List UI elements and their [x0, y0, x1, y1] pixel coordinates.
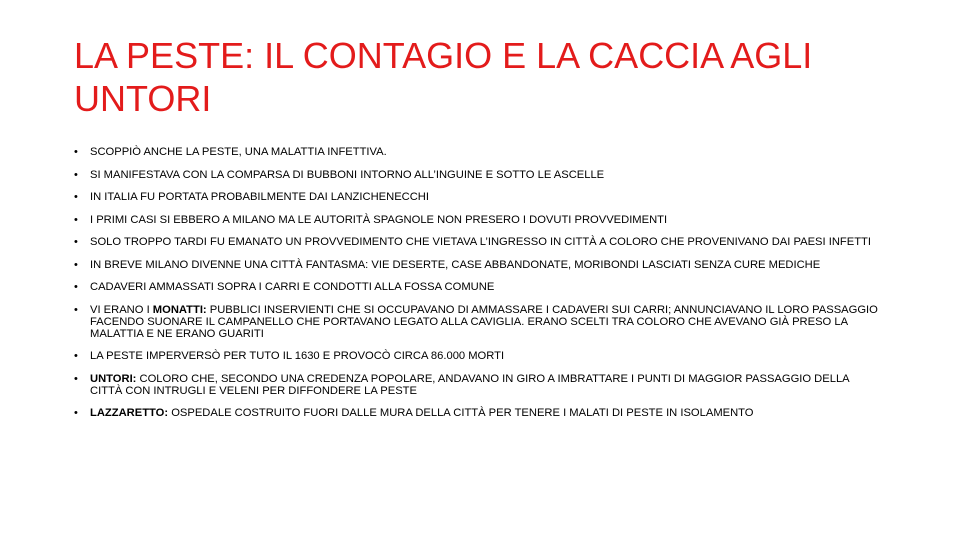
bullet-item-lazzaretto [74, 407, 882, 419]
slide-title: LA PESTE: IL CONTAGIO E LA CACCIA AGLI UNTORI [74, 35, 813, 119]
bullet-term-lazzaretto: LAZZARETTO: [90, 407, 169, 419]
bullet-text: OSPEDALE COSTRUITO FUORI DALLE MURA DELLA CITTÀ PER TENERE I MALATI DI PESTE IN ISOLAMENTO [168, 407, 754, 419]
bullet-dot: • [74, 372, 78, 385]
bullet-text: SCOPPIÒ ANCHE LA PESTE, UNA MALATTIA INFETTIVA. [90, 146, 387, 158]
bullet-dot: • [74, 168, 78, 181]
bullet-item [74, 146, 882, 158]
bullet-term-monatti: MONATTI: [152, 303, 207, 316]
bullet-item [74, 281, 882, 293]
bullet-item-monatti [74, 304, 882, 340]
bullet-text: VI ERANO I [90, 303, 153, 316]
bullet-item [74, 236, 882, 248]
bullet-dot: • [74, 350, 78, 362]
bullet-dot: • [74, 213, 78, 226]
bullet-dot: • [74, 407, 78, 419]
bullet-item [74, 350, 882, 362]
bullet-item [74, 191, 882, 203]
bullet-dot: • [74, 258, 78, 271]
bullet-text: LA PESTE IMPERVERSÒ PER TUTO IL 1630 E PROVOCÒ CIRCA 86.000 MORTI [90, 350, 505, 362]
bullet-term-untori: UNTORI: [90, 372, 137, 385]
bullet-item [74, 214, 882, 226]
bullet-text: I PRIMI CASI SI EBBERO A MILANO MA LE AUTORITÀ SPAGNOLE NON PRESERO I DOVUTI PROVVEDIMENTI [90, 213, 668, 226]
bullet-dot: • [74, 303, 78, 316]
bullet-item [74, 169, 882, 181]
bullet-text: SOLO TROPPO TARDI FU EMANATO UN PROVVEDIMENTO CHE VIETAVA L’INGRESSO IN CITTÀ A COLORO CHE PROVENIVANO DAI PAESI INFETTI [90, 236, 871, 248]
bullet-item-untori [74, 373, 882, 397]
bullet-dot: • [74, 236, 78, 248]
bullet-dot: • [74, 191, 78, 203]
bullet-text: CADAVERI AMMASSATI SOPRA I CARRI E CONDOTTI ALLA FOSSA COMUNE [90, 281, 495, 293]
bullet-text: IN BREVE MILANO DIVENNE UNA CITTÀ FANTASMA: VIE DESERTE, CASE ABBANDONATE, MORIBONDI LASCIATI SENZA CURE MEDICHE [90, 258, 821, 271]
bullet-text: SI MANIFESTAVA CON LA COMPARSA DI BUBBONI INTORNO ALL’INGUINE E SOTTO LE ASCELLE [90, 168, 605, 181]
bullet-text: COLORO CHE, SECONDO UNA CREDENZA POPOLARE, ANDAVANO IN GIRO A IMBRATTARE I PUNTI DI MAGGIOR PASSAGGIO DELLA CITTÀ CON INTRUGLI E VELENI PER DIFFONDERE LA PESTE [90, 372, 850, 397]
bullet-text-cont: PUBBLICI INSERVIENTI CHE SI OCCUPAVANO DI AMMASSARE I CADAVERI SUI CARRI; ANNUNCIAVANO IL LORO PASSAGGIO FACENDO SUONARE IL CAMPANELLO CHE PORTAVANO LEGATO ALLA CAVIGLIA. ERANO SCELTI TRA COLORO CHE AVEVANO GIÀ PRESO LA MALATTIA E NE ERANO GUARITI [90, 303, 878, 340]
bullet-item [74, 259, 882, 271]
bullet-text: IN ITALIA FU PORTATA PROBABILMENTE DAI LANZICHENECCHI [90, 191, 429, 203]
bullet-list [74, 146, 882, 430]
bullet-dot: • [74, 146, 78, 158]
bullet-dot: • [74, 281, 78, 293]
